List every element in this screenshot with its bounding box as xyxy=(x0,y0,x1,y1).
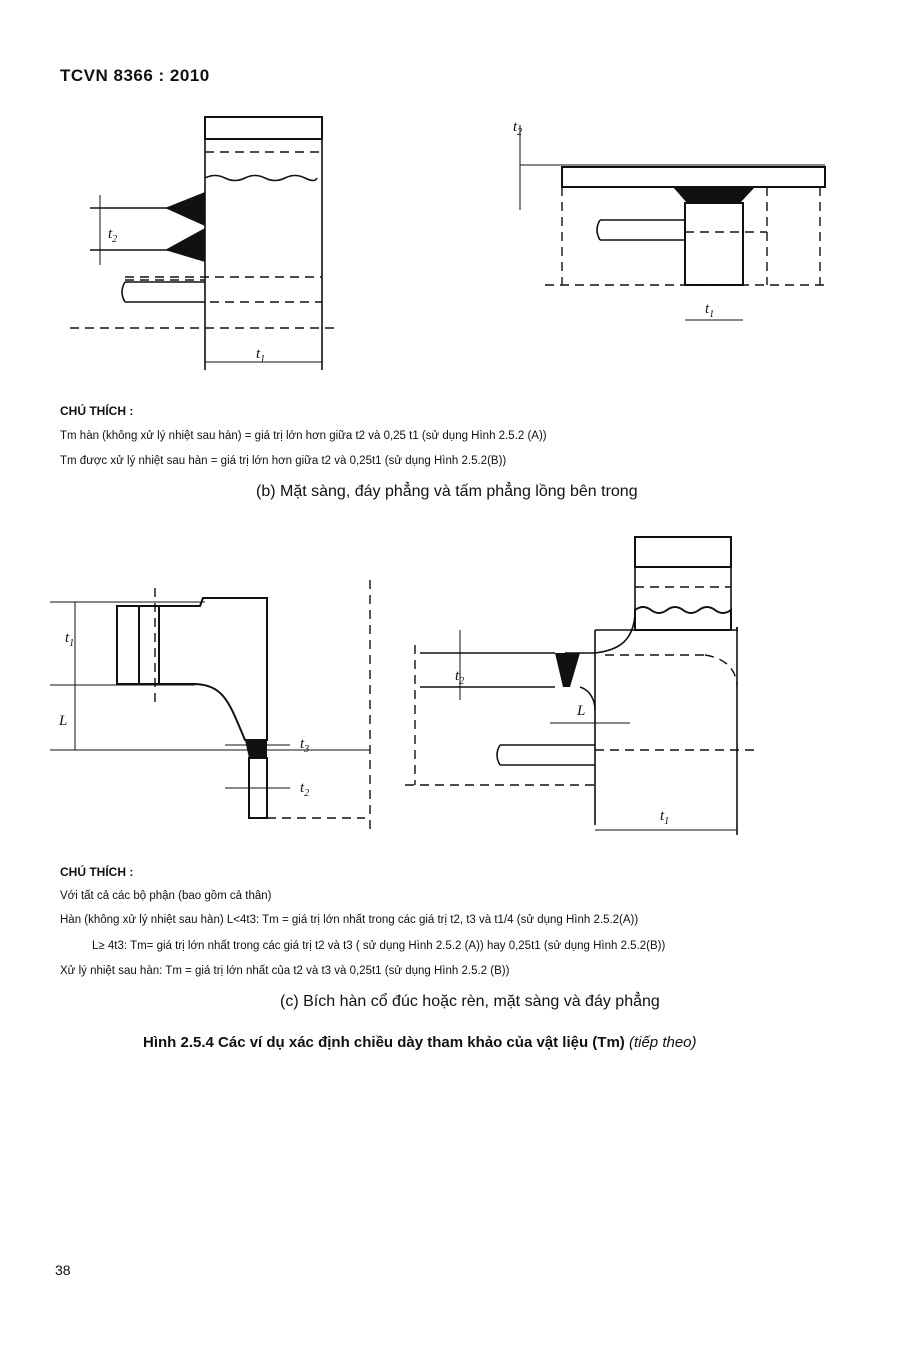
note-b-line1: Tm hàn (không xử lý nhiệt sau hàn) = giá trị lớn hơn giữa t2 và 0,25 t1 (sử dụng Hình 2.5.2 (A)) xyxy=(60,430,547,442)
dim-label-L: L xyxy=(59,713,68,729)
note-c-line3: L≥ 4t3: Tm= giá trị lớn nhất trong các giá trị t2 và t3 ( sử dụng Hình 2.5.2 (A)) hay 0,25t1 (sử dụng Hình 2.5.2(B)) xyxy=(92,940,666,952)
dim-label-L: L xyxy=(577,703,586,719)
dim-label-t2: $t_2$ xyxy=(108,226,118,245)
note-title-c: CHÚ THÍCH : xyxy=(60,865,134,879)
dim-label-t1: $t_1$ xyxy=(660,808,670,827)
dim-label-t2: $t_2$ xyxy=(513,119,523,138)
figure-b-right-drawing xyxy=(505,115,835,330)
note-c-line2: Hàn (không xử lý nhiệt sau hàn) L<4t3: Tm = giá trị lớn nhất trong các giá trị t2, t3 và t1/4 (sử dụng Hình 2.5.2(A)) xyxy=(60,914,639,926)
caption-c: (c) Bích hàn cổ đúc hoặc rèn, mặt sàng và đáy phẳng xyxy=(280,993,660,1010)
page-number: 38 xyxy=(55,1262,71,1278)
dim-label-t3: $t_3$ xyxy=(300,736,310,755)
dim-label-t1: $t_1$ xyxy=(256,346,266,365)
caption-b: (b) Mặt sàng, đáy phẳng và tấm phẳng lồng bên trong xyxy=(256,483,638,500)
figure-title-text: Hình 2.5.4 Các ví dụ xác định chiều dày tham khảo của vật liệu (Tm) xyxy=(143,1034,625,1051)
note-b-line2: Tm được xử lý nhiệt sau hàn = giá trị lớn hơn giữa t2 và 0,25t1 (sử dụng Hình 2.5.2(B)) xyxy=(60,455,507,467)
dim-label-t1: $t_1$ xyxy=(65,630,75,649)
dim-label-t2: $t_2$ xyxy=(455,668,465,687)
figure-c-right-drawing xyxy=(405,535,785,835)
dim-label-t1: $t_1$ xyxy=(705,301,715,320)
note-title-b: CHÚ THÍCH : xyxy=(60,404,134,418)
figure-title xyxy=(143,1034,697,1051)
dim-label-t2: $t_2$ xyxy=(300,780,310,799)
note-c-line1: Với tất cả các bộ phận (bao gồm cả thân) xyxy=(60,890,272,902)
figure-title-suffix: (tiếp theo) xyxy=(628,1034,697,1051)
figure-c-left-drawing xyxy=(45,580,395,840)
document-header: TCVN 8366 : 2010 xyxy=(60,66,210,85)
note-c-line4: Xử lý nhiệt sau hàn: Tm = giá trị lớn nhất của t2 và t3 và 0,25t1 (sử dụng Hình 2.5.2 (B)) xyxy=(60,965,510,977)
figure-b-left-drawing xyxy=(70,110,340,380)
